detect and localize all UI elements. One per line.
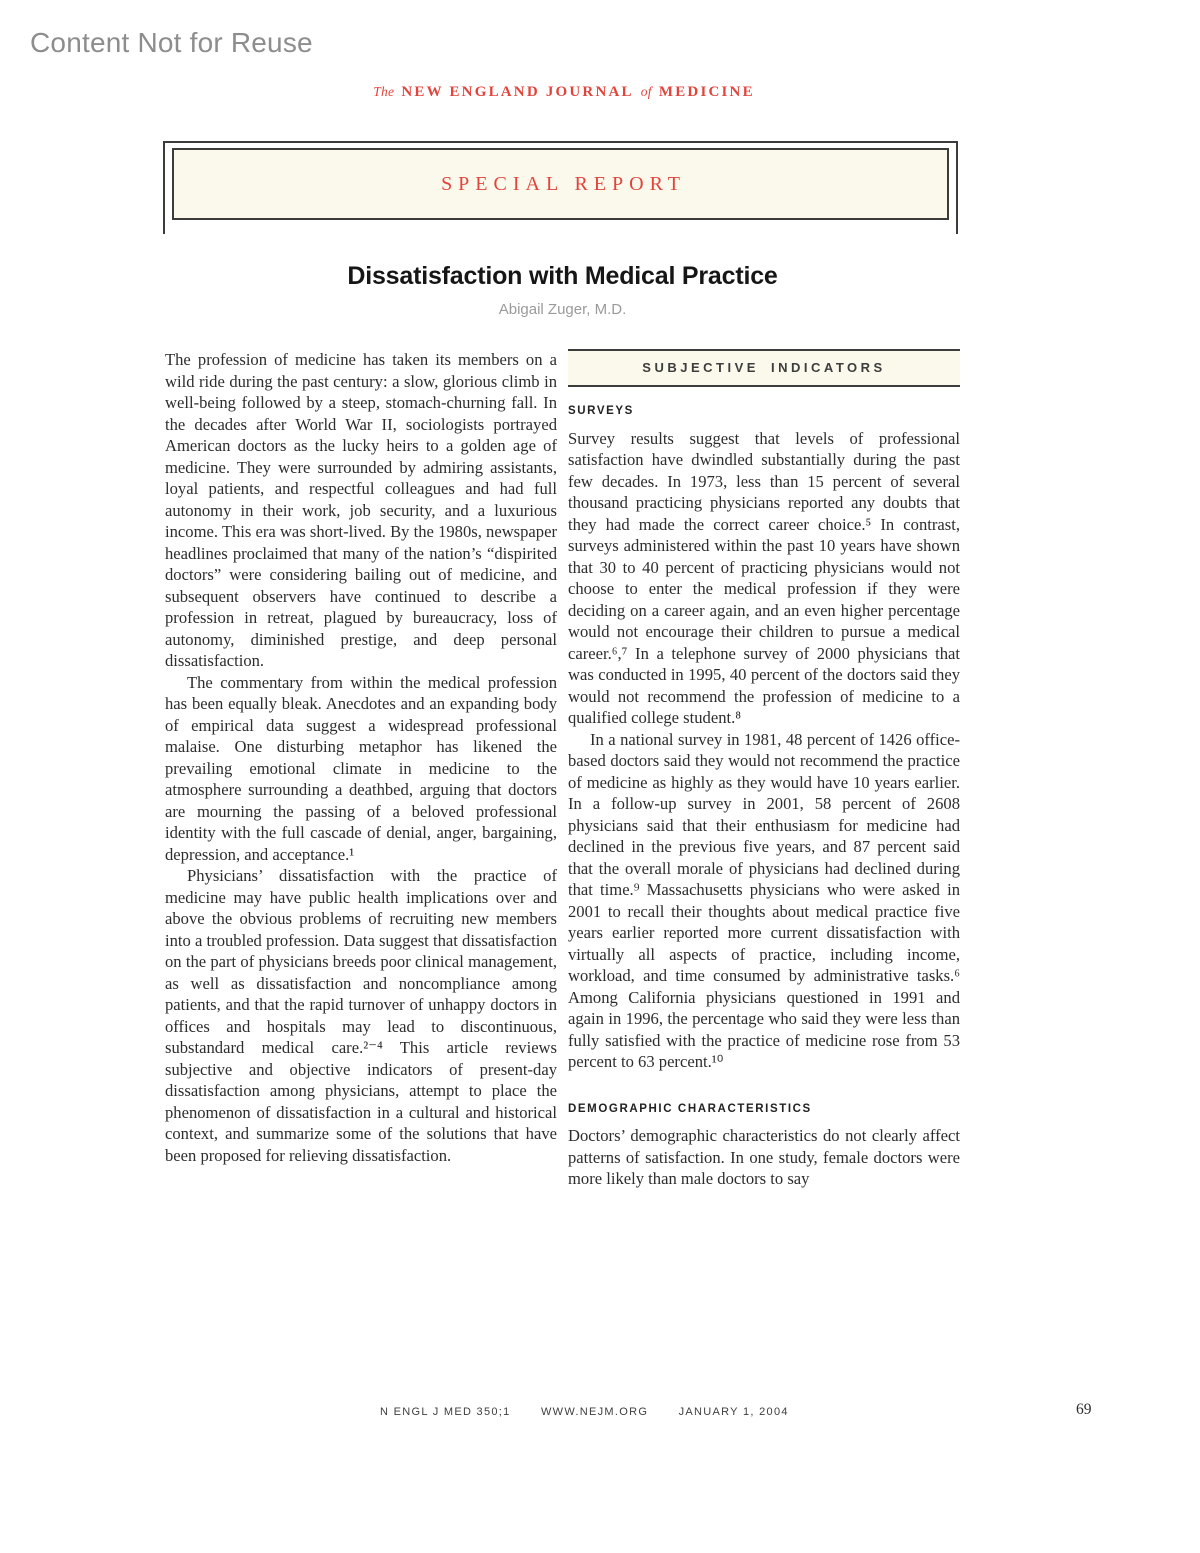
special-report-banner xyxy=(172,148,949,220)
body-paragraph: The profession of medicine has taken its members on a wild ride during the past century: a slow, glorious climb in well-being followed by a steep, stomach-churning fall. In the decades after World War II, sociologists portrayed American doctors as the lucky heirs to a golden age of medicine. They were surrounded by admiring assistants, loyal patients, and respectful colleagues and had full autonomy in their work, job security, and a luxurious income. This era was short-lived. By the 1980s, newspaper headlines proclaimed that many of the nation’s “dispirited doctors” were considering bailing out of medicine, and subsequent observers have continued to describe a profession in retreat, plagued by bureaucracy, loss of autonomy, diminished prestige, and deep personal dissatisfaction. xyxy=(165,350,557,670)
section-header-label: SUBJECTIVE INDICATORS xyxy=(642,360,886,375)
content-reuse-watermark: Content Not for Reuse xyxy=(30,27,313,58)
journal-masthead xyxy=(165,83,960,101)
special-report-label: SPECIAL REPORT xyxy=(441,172,686,195)
body-paragraph: Survey results suggest that levels of professional satisfaction have dwindled substantially during the past few decades. In 1973, less than 15 percent of several thousand practicing physicians reported any doubts that they had made the correct career choice.⁵ In contrast, surveys administered within the past 10 years have shown that 30 to 40 percent of practicing physicians would not choose to enter the medical profession if they were deciding on a career again, and an even higher percentage would not encourage their children to pursue a medical career.⁶,⁷ In a telephone survey of 2000 physicians that was conducted in 1995, 40 percent of the doctors said they would not recommend the profession of medicine to a qualified college student.⁸ xyxy=(568,428,960,727)
body-paragraph: In a national survey in 1981, 48 percent of 1426 office-based doctors said they would not recommend the practice of medicine as highly as they would have 10 years earlier. In a follow-up survey in 2001, 58 percent of 2608 physicians said that their enthusiasm for medicine had declined in the previous five years, and 87 percent said that the overall morale of physicians had declined during that time.⁹ Massachusetts physicians who were asked in 2001 to recall their thoughts about medical practice five years earlier reported more current dissatisfaction with virtually all aspects of practice, including income, workload, and time consumed by administrative tasks.⁶ Among California physicians questioned in 1991 and again in 1996, the percentage who said they were less than fully satisfied with the practice of medicine rose from 53 percent to 63 percent.¹⁰ xyxy=(568,729,960,1071)
body-paragraph: Doctors’ demographic characteristics do not clearly affect patterns of satisfaction. In one study, female doctors were more likely than male doctors to say xyxy=(568,1126,960,1188)
body-paragraph: The commentary from within the medical profession has been equally bleak. Anecdotes and an expanding body of empirical data suggest a widespread professional malaise. One disturbing metaphor has likened the prevailing emotional climate in medicine to the atmosphere surrounding a deathbed, arguing that doctors are mourning the passing of a beloved professional identity with the full cascade of denial, anger, bargaining, depression, and acceptance.¹ xyxy=(165,672,557,864)
footer-date: JANUARY 1, 2004 xyxy=(678,1406,789,1418)
left-column xyxy=(165,349,557,1166)
subhead-surveys: SURVEYS xyxy=(568,405,634,417)
page-number: 69 xyxy=(1076,1401,1092,1418)
masthead-the: The xyxy=(373,84,395,99)
subhead-demographic-characteristics: DEMOGRAPHIC CHARACTERISTICS xyxy=(568,1102,812,1115)
right-column xyxy=(568,349,960,1190)
special-report-banner-frame xyxy=(163,141,958,234)
article-author: Abigail Zuger, M.D. xyxy=(498,301,627,318)
masthead-name2: MEDICINE xyxy=(658,84,755,100)
article-title: Dissatisfaction with Medical Practice xyxy=(347,262,778,290)
footer-url: WWW.NEJM.ORG xyxy=(540,1406,649,1418)
footer-citation-line xyxy=(380,1406,815,1418)
body-paragraph: Physicians’ dissatisfaction with the practice of medicine may have public health implications over and above the obvious problems of recruiting new members into a troubled profession. Data suggest that dissatisfaction on the part of physicians breeds poor clinical management, as well as dissatisfaction and noncompliance among patients, and that the rapid turnover of unhappy doctors in offices and hospitals may lead to discontinuous, substandard medical care.²⁻⁴ This article reviews subjective and objective indicators of present-day dissatisfaction among physicians, attempt to place the phenomenon of dissatisfaction in a cultural and historical context, and summarize some of the solutions that have been proposed for relieving dissatisfaction. xyxy=(165,866,557,1165)
footer-citation: N ENGL J MED 350;1 xyxy=(380,1406,511,1418)
section-header-banner xyxy=(568,349,960,387)
masthead-of: of xyxy=(640,84,652,99)
masthead-name1: NEW ENGLAND JOURNAL xyxy=(401,84,634,100)
